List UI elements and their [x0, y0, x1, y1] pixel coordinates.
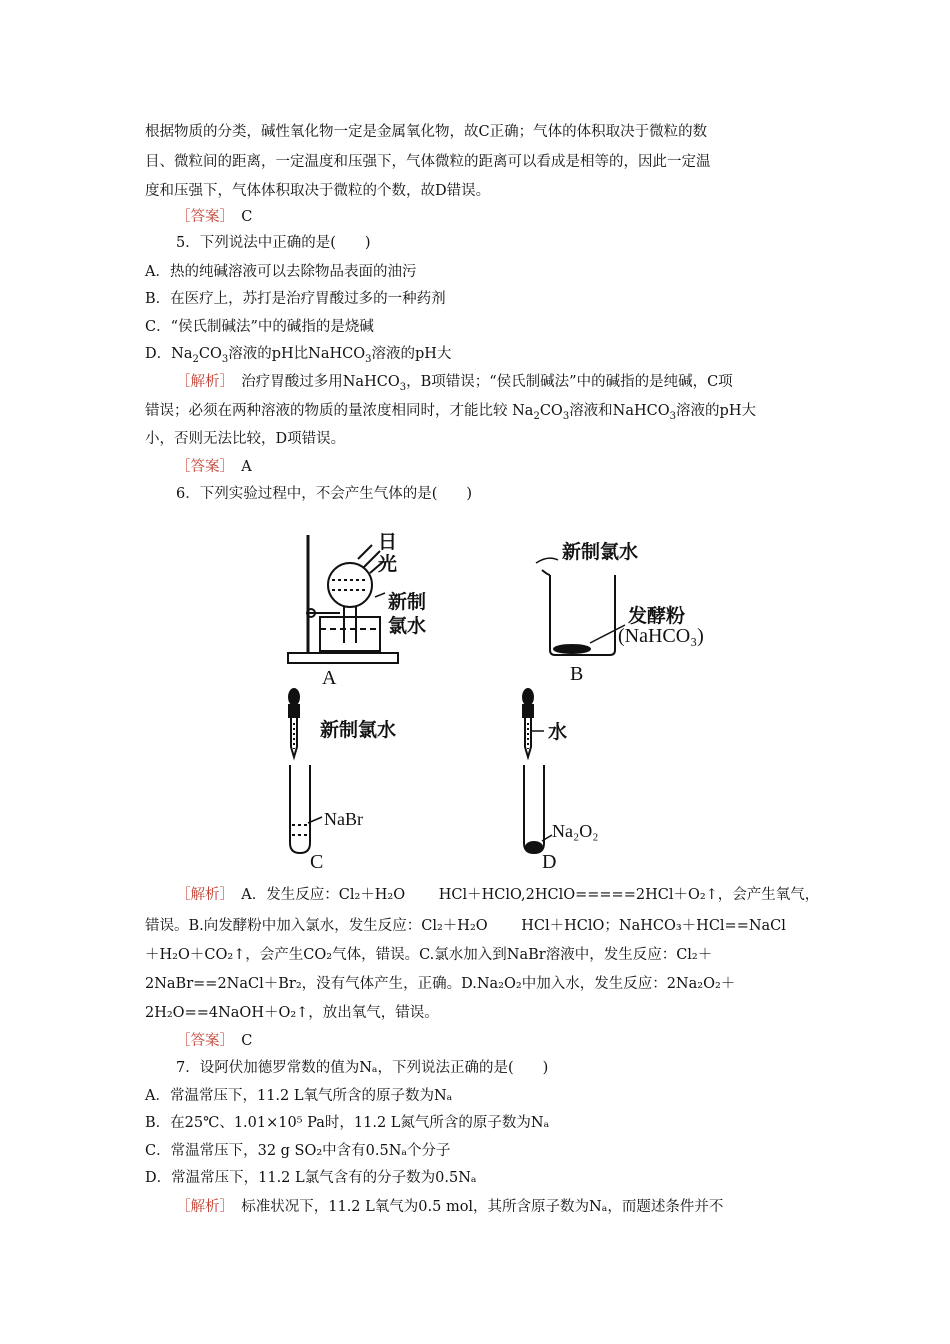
q5-option-d: D．$Na_2CO_3$溶液的pH比NaHCO$_3$溶液的pH大 — [145, 346, 452, 365]
q6-analysis-line-2: 错误。B.向发酵粉中加入氯水，发生反应：Cl₂＋H₂O HCl＋HClO；NaHCO₃＋HCl==NaCl — [145, 918, 786, 934]
fig-a-water-label-2: 氯水 — [388, 615, 427, 637]
q5-option-b: B．在医疗上，苏打是治疗胃酸过多的一种药剂 — [145, 291, 446, 307]
q5-analysis-line-2: 错误；必须在两种溶液的物质的量浓度相同时，才能比较 $Na_2CO_3$溶液和NaHCO$_3$溶液的pH大 — [145, 403, 756, 422]
fig-b-formula: (NaHCO₃) — [618, 625, 704, 647]
q7-option-a: A．常温常压下，11.2 L氧气所含的原子数为Nₐ — [145, 1088, 453, 1104]
fig-d-caption: D — [542, 851, 557, 873]
q6-analysis-line-4: 2NaBr==2NaCl＋Br₂，没有气体产生，正确。D.Na₂O₂中加入水，发生反应：2Na₂O₂＋ — [145, 976, 736, 992]
intro-line-2: 目、微粒间的距离，一定温度和压强下，气体微粒的距离可以看成是相等的，因此一定温 — [145, 154, 711, 170]
fig-a-water-label-1: 新制 — [388, 591, 427, 613]
fig-b-water-label: 新制氯水 — [562, 541, 639, 563]
q6-figure — [280, 525, 740, 880]
q5-option-c: C．“侯氏制碱法”中的碱指的是烧碱 — [145, 319, 374, 335]
fig-c-water-label: 新制氯水 — [320, 719, 397, 741]
q5-analysis-line-3: 小，否则无法比较，D项错误。 — [145, 431, 346, 447]
intro-line-3: 度和压强下，气体体积取决于微粒的个数，故D错误。 — [145, 183, 491, 199]
q5-stem: 5．下列说法中正确的是( ) — [176, 235, 371, 251]
fig-c-caption: C — [310, 851, 324, 873]
fig-c-salt-label: NaBr — [324, 809, 363, 829]
q6-answer-line: ［答案］ C — [176, 1033, 253, 1049]
intro-line-1: 根据物质的分类，碱性氧化物一定是金属氧化物，故C正确；气体的体积取决于微粒的数 — [145, 124, 708, 140]
q7-analysis-line-1: ［解析］ 标准状况下，11.2 L氧气为0.5 mol，其所含原子数为Nₐ，而题述条件并不 — [176, 1199, 724, 1215]
fig-b-powder-label: 发酵粉 — [628, 605, 686, 627]
q6-answer: C — [241, 1033, 253, 1049]
fig-a-caption: A — [322, 667, 337, 689]
q5-option-a: A．热的纯碱溶液可以去除物品表面的油污 — [145, 264, 417, 280]
fig-a-sun-label: 日 — [378, 531, 398, 553]
fig-b-caption: B — [570, 663, 584, 685]
q6-stem: 6．下列实验过程中，不会产生气体的是( ) — [176, 486, 473, 502]
answer-line — [176, 207, 252, 227]
fig-a-light-label: 光 — [378, 553, 398, 575]
q5-answer-line: ［答案］ A — [176, 459, 252, 475]
q7-option-b: B．在25℃、1.01×10⁵ Pa时，11.2 L氮气所含的原子数为Nₐ — [145, 1115, 550, 1131]
q7-stem: 7．设阿伏加德罗常数的值为Nₐ，下列说法正确的是( ) — [176, 1060, 549, 1076]
fig-d-salt-label: Na₂O₂ — [552, 821, 599, 841]
answer-tag: ［答案］ — [176, 209, 227, 225]
fig-d-water-label: 水 — [548, 721, 568, 743]
q6-analysis-line-3: ＋H₂O＋CO₂↑，会产生CO₂气体，错误。C.氯水加入到NaBr溶液中，发生反应：Cl₂＋ — [145, 947, 713, 963]
analysis-tag: ［解析］ — [176, 374, 227, 390]
answer-value: C — [241, 209, 253, 225]
q6-analysis-line-5: 2H₂O==4NaOH＋O₂↑，放出氧气，错误。 — [145, 1005, 439, 1021]
q5-answer: A — [241, 459, 252, 475]
q5-analysis-line-1: ［解析］ 治疗胃酸过多用NaHCO$_3$，B项错误；“侯氏制碱法”中的碱指的是纯碱，C项 — [176, 374, 733, 393]
q7-option-c: C．常温常压下，32 g SO₂中含有0.5Nₐ个分子 — [145, 1143, 451, 1159]
q7-option-d: D．常温常压下，11.2 L氯气含有的分子数为0.5Nₐ — [145, 1170, 477, 1186]
q6-analysis-line-1: ［解析］ A．发生反应：Cl₂＋H₂O HCl＋HClO,2HClO=====2HCl＋O₂↑，会产生氧气， — [176, 887, 820, 903]
